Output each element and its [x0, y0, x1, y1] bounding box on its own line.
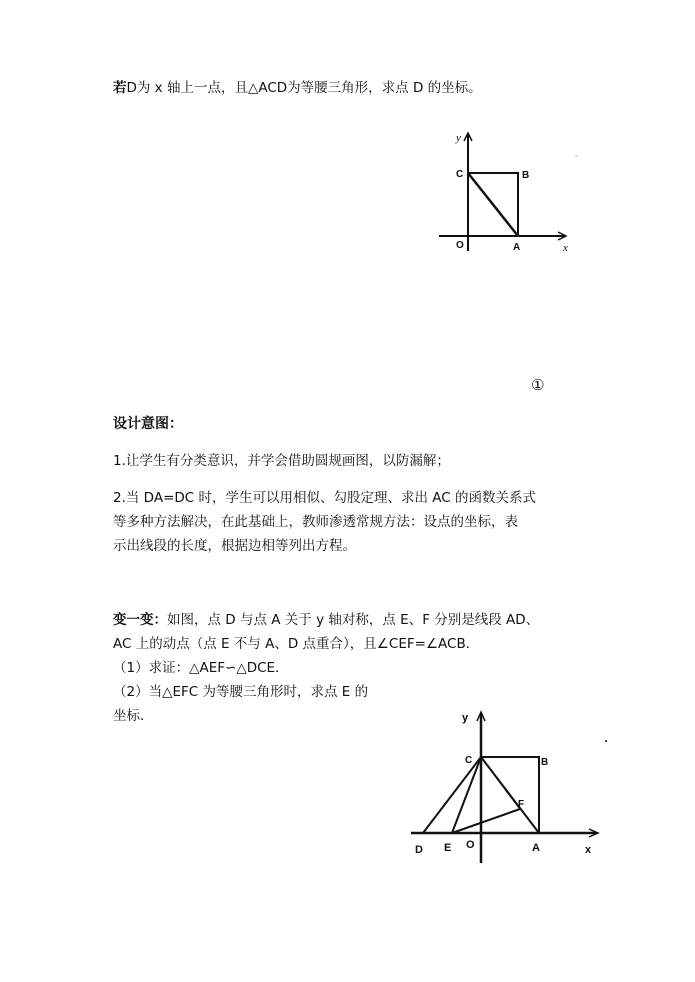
figure1-b-label: B	[522, 170, 530, 181]
problem-prefix: 若	[113, 80, 127, 96]
design-heading: 设计意图：	[113, 416, 183, 432]
figure1-x-label: x	[563, 242, 568, 254]
design-item-2-line-3: 示出线段的长度，根据边相等列出方程。	[113, 538, 356, 554]
figure1-c-label: C	[456, 169, 464, 180]
figure2-c-label: C	[465, 755, 473, 766]
figure2-segment-cd	[423, 757, 481, 833]
figure2-a-label: A	[532, 842, 540, 854]
problem-statement	[113, 78, 482, 98]
figure2-f-label: F	[518, 799, 525, 810]
design-item-2-line-1: 2.当 DA=DC 时，学生可以用相似、勾股定理、求出 AC 的函数关系式	[113, 490, 536, 506]
variant-line-1	[113, 610, 539, 630]
figure1-o-label: O	[456, 240, 464, 251]
figure2-segment-ef	[452, 809, 520, 833]
figure-2-diagram	[405, 705, 610, 865]
figure2-b-label: B	[541, 757, 549, 768]
design-item-2-line-2: 等多种方法解决，在此基础上，教师渗透常规方法：设点的坐标，表	[113, 514, 518, 530]
figure-1-diagram	[425, 125, 585, 260]
variant-line-1-text: 如图，点 D 与点 A 关于 y 轴对称，点 E、F 分别是线段 AD、	[167, 612, 540, 628]
figure2-segment-cf	[481, 757, 520, 809]
figure2-dot	[605, 740, 607, 742]
figure2-o-label: O	[466, 839, 475, 851]
figure2-d-label: D	[415, 844, 423, 856]
design-item-1: 1.让学生有分类意识，并学会借助圆规画图，以防漏解；	[113, 453, 450, 469]
variant-line-5: 坐标．	[113, 708, 154, 724]
figure1-diagonal-ca	[468, 173, 518, 236]
figure2-e-label: E	[444, 842, 452, 854]
figure2-y-label: y	[462, 712, 469, 724]
variant-label: 变一变：	[113, 612, 167, 628]
figure1-a-label: A	[513, 242, 521, 253]
variant-line-4: （2）当△EFC 为等腰三角形时，求点 E 的	[113, 684, 369, 700]
problem-text: D为 x 轴上一点，且△ACD为等腰三角形，求点 D 的坐标。	[126, 80, 482, 96]
figure2-segment-ce	[452, 757, 481, 833]
figure-marker: ①	[531, 376, 545, 394]
variant-line-2: AC 上的动点（点 E 不与 A、D 点重合），且∠CEF=∠ACB．	[113, 636, 480, 652]
figure1-y-label: y	[456, 132, 461, 144]
figure2-x-label: x	[585, 844, 592, 856]
variant-line-3: （1）求证：△AEF∽△DCE．	[113, 660, 289, 676]
